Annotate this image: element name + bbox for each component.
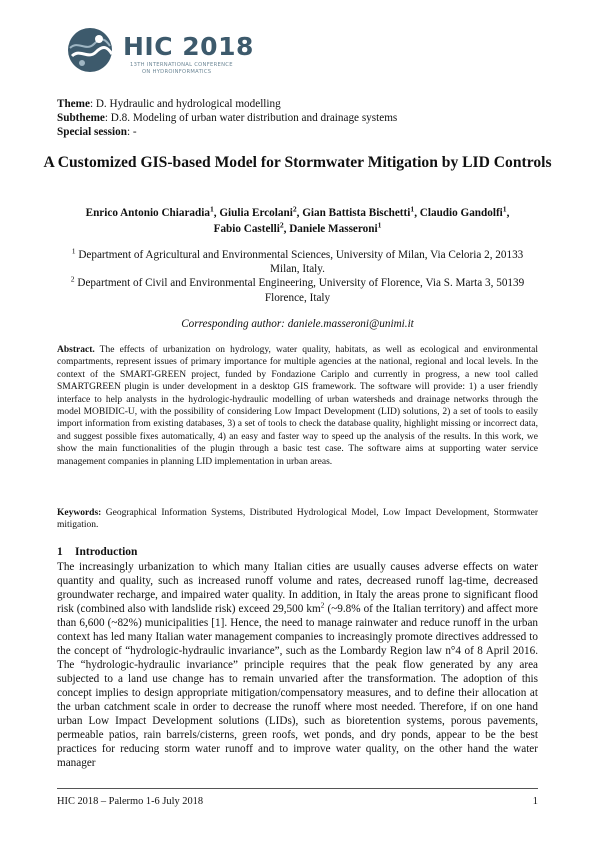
paper-title: A Customized GIS-based Model for Stormwater Mitigation by LID Controls — [43, 154, 552, 171]
affiliation: $^2$ Department of Civil and Environmental Engineering, University of Florence, Via S. Marta 3, 50139 Florence, Italy — [70, 274, 525, 304]
keywords — [57, 507, 538, 532]
subtheme-label: Subtheme — [57, 112, 105, 124]
hic-logo-icon — [66, 26, 114, 74]
conference-logo — [66, 24, 266, 80]
author: Enrico Antonio Chiaradia$^1$, — [85, 204, 220, 219]
footer-divider — [57, 788, 538, 789]
author: Daniele Masseroni$^1$ — [289, 220, 382, 235]
keywords-label: Keywords: — [57, 508, 102, 518]
logo-subtitle-line1: 13TH INTERNATIONAL CONFERENCE — [130, 62, 233, 68]
page-number: 1 — [532, 796, 538, 807]
introduction-paragraph: The increasingly urbanization to which many Italian cities are usually causes adverse effects on water quantity and quality, such as increased runoff volume and rates, decreased runoff lag-time, decreased groundwater recharge, and impaired water quality. In addition, in Italy the areas prone to significant flood risk (combined also with landslide risk) exceed 29,500 $km^2$ (~9.8% of the Italian territory) and affect more than 6,600 (~82%) municipalities [1]. Hence, the need to manage rainwater and reduce runoff in the urban context has led many Italian water management companies to increasingly promote directives addressed to the concept of “hydrologic-hydraulic invariance”, such as the Lombardy Region law n°4 of 8 April 2016. The “hydrologic-hydraulic invariance” principle requires that the peak flow generated by any area subjected to a land use change has to remain unvaried after the transformation. The adoption of this concept implies to design appropriate mitigation/compensatory measures, and to define their allocation at the urban catchment scale in order to decrease the runoff where most needed. Therefore, if on one hand urban Low Impact Development solutions (LIDs), such as bioretention systems, porous pavements, permeable patios, rain barrels/cisterns, green roofs, wet ponds, and dry ponds, appear to be the best practices for reducing storm water runoff and to improve water quality, on the other hand the water manager — [57, 561, 538, 769]
logo-subtitle-line2: ON HYDROINFORMATICS — [142, 69, 212, 75]
section-heading-introduction — [57, 545, 137, 559]
special-session-value: : - — [126, 126, 137, 138]
affiliation: $^1$ Department of Agricultural and Environmental Sciences, University of Milan, Via Celoria 2, 20133 Milan, Italy. — [71, 246, 524, 276]
special-session-label: Special session — [57, 126, 127, 138]
theme-label: Theme — [57, 98, 90, 110]
corresponding-author: Corresponding author: daniele.masseroni@unimi.it — [181, 318, 414, 330]
author: Giulia Ercolani$^2$, — [219, 204, 303, 219]
affiliations — [60, 248, 535, 305]
abstract-label: Abstract. — [57, 345, 95, 355]
author-list — [40, 205, 555, 237]
theme-value: : D. Hydraulic and hydrological modelling — [89, 98, 281, 110]
special-session-line — [57, 125, 137, 139]
author: Fabio Castelli$^2$, — [213, 220, 290, 235]
keywords-text: Geographical Information Systems, Distributed Hydrological Model, Low Impact Development, Stormwater mitigation. — [57, 508, 538, 531]
logo-wordmark: HIC 2018 — [123, 32, 254, 61]
section-number: 1 — [57, 546, 63, 558]
abstract-text: The effects of urbanization on hydrology, water quality, habitats, as well as ecological and environmental compartments, represent issues of primary importance for multiple agencies at the national, regional and local levels. In the context of the SMART-GREEN project, funded by Fondazione Cariplo and currently in progress, a new tool called SMARTGREEN plugin is under development in a desktop GIS framework. The software will provide: 1) a user friendly interface to help analysts in the hydrologic-hydraulic modelling of urban watersheds and drainage networks through the model MOBIDIC-U, with the possibility of considering Low Impact Development (LID) solutions, 2) a set of tools to easily import information from existing databases, 3) a set of tools to check the database quality, highlight missing or incorrect data, and suggest possible fixes automatically, 4) an easy and faster way to speed up the analysis of the results. In this work, we show the main functionalities of the plugin through a basic test case. The software aims at supporting water service management companies in planning LID implementation in urban areas. — [57, 345, 538, 467]
theme-line — [57, 97, 281, 111]
author: Gian Battista Bischetti$^1$, — [302, 204, 420, 219]
author: Claudio Gandolfi$^1$, — [419, 204, 510, 219]
abstract — [57, 344, 538, 468]
subtheme-line — [57, 111, 397, 125]
footer-conference: HIC 2018 – Palermo 1-6 July 2018 — [57, 796, 204, 807]
section-title: Introduction — [75, 546, 138, 558]
subtheme-value: : D.8. Modeling of urban water distribution and drainage systems — [104, 112, 398, 124]
